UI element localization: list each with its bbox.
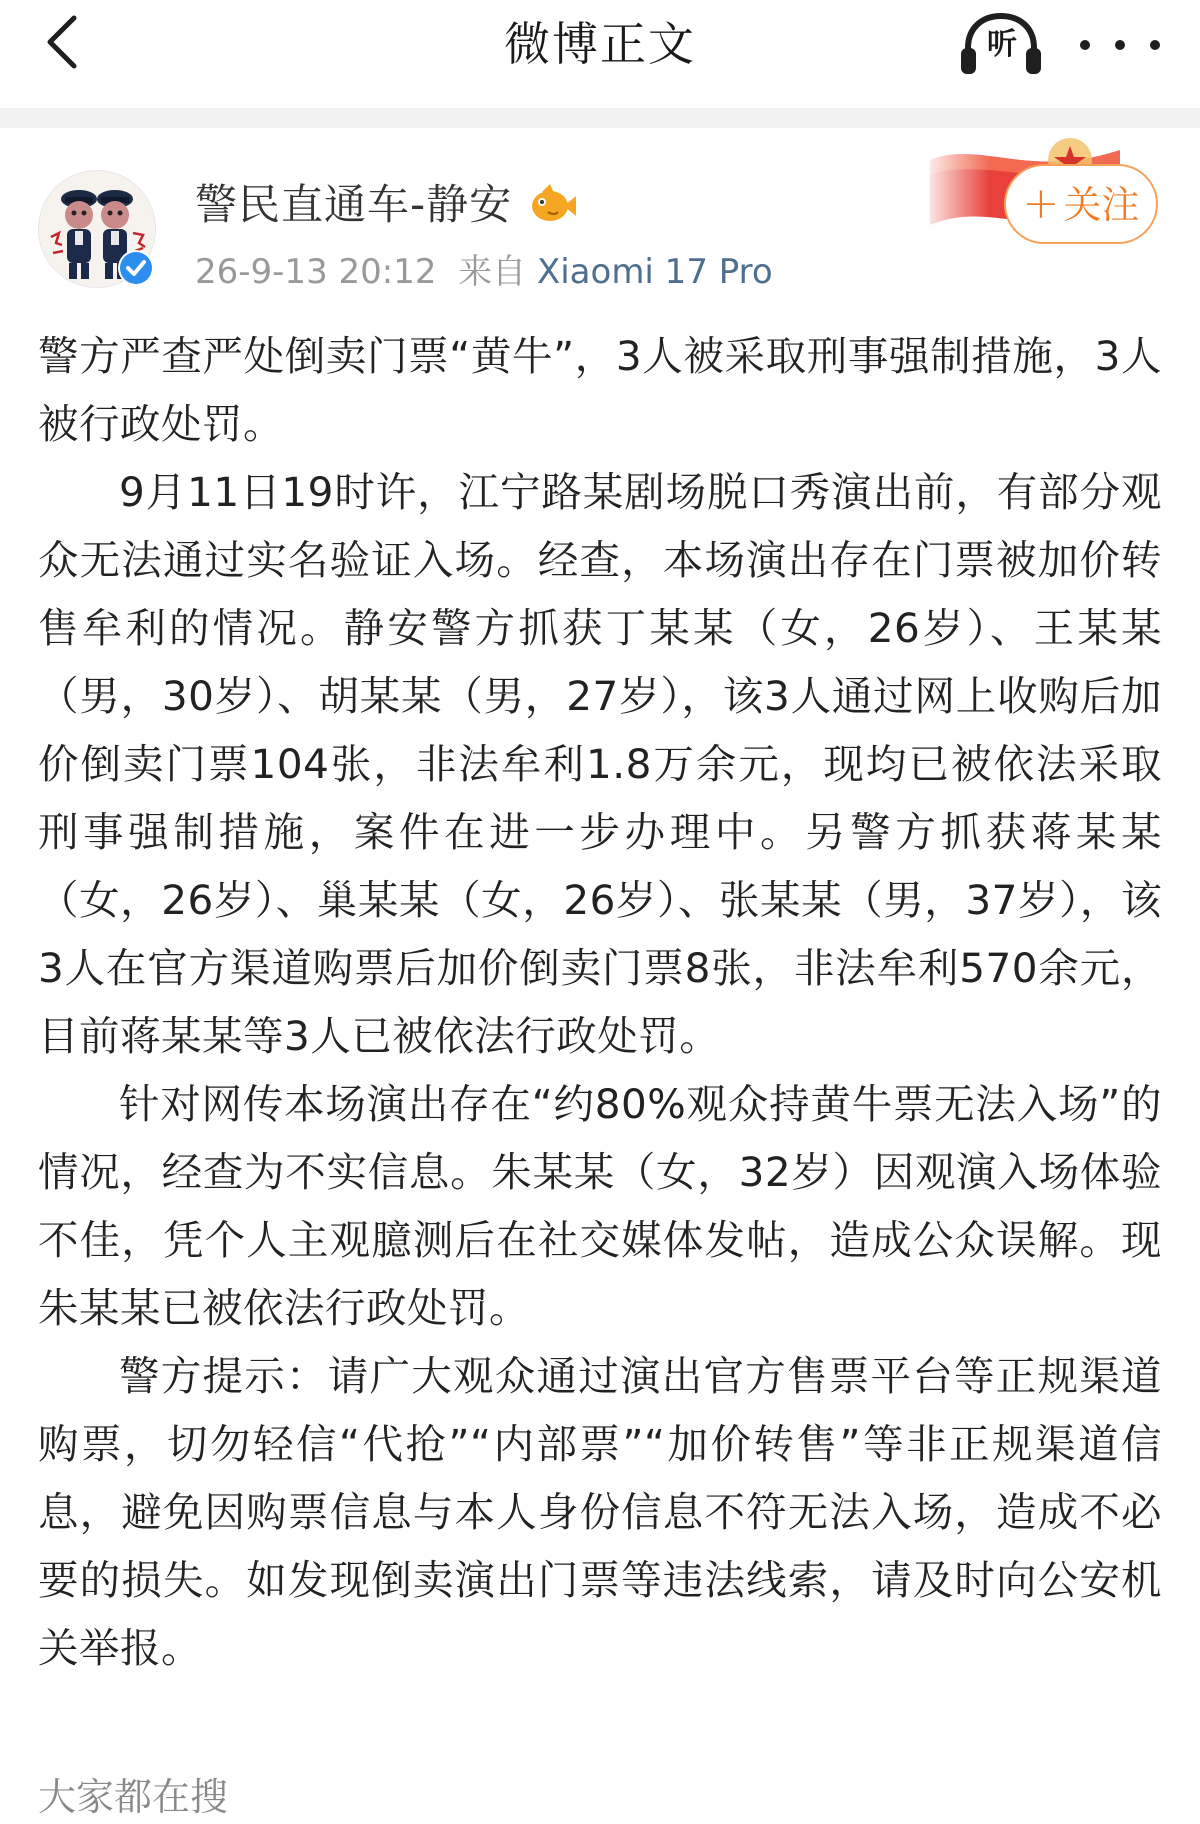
more-icon-dot [1150,40,1160,50]
post-paragraph: 警方严查严处倒卖门票“黄牛”，3人被采取刑事强制措施，3人被行政处罚。 [38,332,1162,448]
source-device-link[interactable]: Xiaomi 17 Pro [536,252,773,292]
more-button[interactable] [1080,20,1160,70]
verified-badge [118,250,154,286]
follow-label: 关注 [1063,183,1140,227]
more-icon [1080,40,1090,50]
verified-check-icon [118,250,154,286]
fish-level-icon [528,182,578,226]
post-timestamp: 26-9-13 20:12 [195,252,437,292]
more-icon-dot [1115,40,1125,50]
trending-search-label[interactable]: 大家都在搜 [38,1775,229,1819]
section-divider [0,108,1200,128]
page-title: 微博正文 [504,17,696,71]
post-paragraph: 针对网传本场演出存在“约80%观众持黄牛票无法入场”的情况，经查为不实信息。朱某某（女，32岁）因观演入场体验不佳，凭个人主观臆测后在社交媒体发帖，造成公众误解。现朱某某已被依法行政处罚。 [38,1080,1162,1332]
source-prefix: 来自 [458,252,527,292]
listen-button[interactable] [958,10,1044,80]
top-nav-bar [0,0,1200,108]
post-meta [195,248,773,296]
post-content [38,322,1162,1682]
post-paragraph: 9月11日19时许，江宁路某剧场脱口秀演出前，有部分观众无法通过实名验证入场。经查，本场演出存在门票被加价转售牟利的情况。静安警方抓获丁某某（女，26岁）、王某某（男，30岁）、胡某某（男，27岁），该3人通过网上收购后加价倒卖门票104张，非法牟利1.8万余元，现均已被依法采取刑事强制措施，案件在进一步办理中。另警方抓获蒋某某（女，26岁）、巢某某（女，26岁）、张某某（男，37岁），该3人在官方渠道购票后加价倒卖门票8张，非法牟利570余元，目前蒋某某等3人已被依法行政处罚。 [38,468,1162,1060]
post-paragraph: 警方提示：请广大观众通过演出官方售票平台等正规渠道购票，切勿轻信“代抢”“内部票”“加价转售”等非正规渠道信息，避免因购票信息与本人身份信息不符无法入场，造成不必要的损失。如发现倒卖演出门票等违法线索，请及时向公安机关举报。 [38,1352,1162,1672]
listen-label: 听 [987,27,1017,62]
follow-button[interactable] [1004,164,1158,244]
plus-icon: + [1022,178,1060,229]
author-name[interactable]: 警民直通车-静安 [195,180,513,229]
